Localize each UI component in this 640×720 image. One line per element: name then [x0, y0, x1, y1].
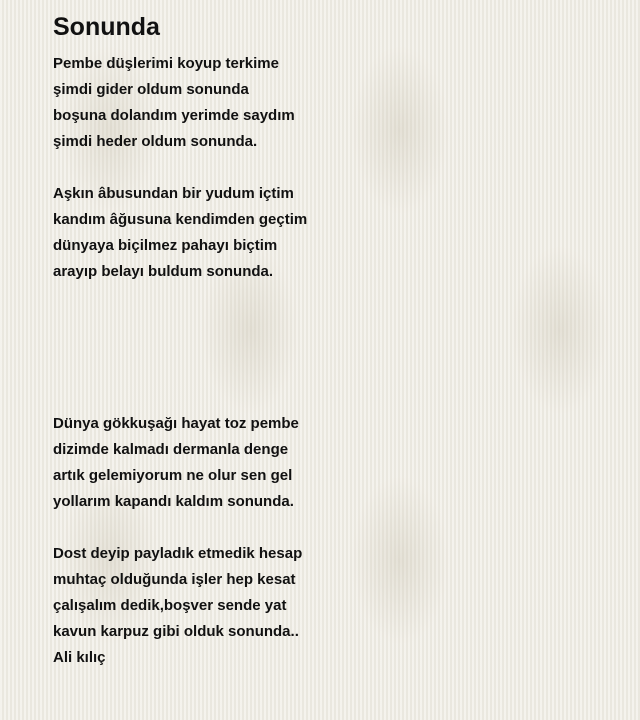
poem-title: Sonunda [53, 13, 160, 41]
verse-line: kandım âğusuna kendimden geçtim [53, 211, 308, 228]
verse-line: artık gelemiyorum ne olur sen gel [53, 467, 293, 484]
verse-line: Dost deyip payladık etmedik hesap [53, 545, 303, 562]
verse-line: boşuna dolandım yerimde saydım [53, 107, 295, 124]
verse-line: şimdi gider oldum sonunda [53, 81, 249, 98]
poem-container [53, 10, 613, 666]
verse-line: çalışalım dedik,boşver sende yat [53, 597, 287, 614]
verse-line: arayıp belayı buldum sonunda. [53, 263, 274, 280]
verse-line: yollarım kapandı kaldım sonunda. [53, 493, 294, 510]
poem-author: Ali kılıç [53, 649, 106, 666]
stanza-2 [53, 181, 307, 285]
stanza-3 [53, 411, 299, 515]
verse-line: Aşkın âbusundan bir yudum içtim [53, 185, 294, 202]
verse-line: dizimde kalmadı dermanla denge [53, 441, 289, 458]
verse-line: Pembe düşlerimi koyup terkime [53, 55, 279, 72]
verse-line: kavun karpuz gibi olduk sonunda.. [53, 623, 299, 640]
verse-line: Dünya gökkuşağı hayat toz pembe [53, 415, 299, 432]
verse-line: muhtaç olduğunda işler hep kesat [53, 571, 296, 588]
stanza-1 [53, 51, 295, 155]
verse-line: dünyaya biçilmez pahayı biçtim [53, 237, 278, 254]
stanza-4 [53, 541, 302, 671]
verse-line: şimdi heder oldum sonunda. [53, 133, 258, 150]
